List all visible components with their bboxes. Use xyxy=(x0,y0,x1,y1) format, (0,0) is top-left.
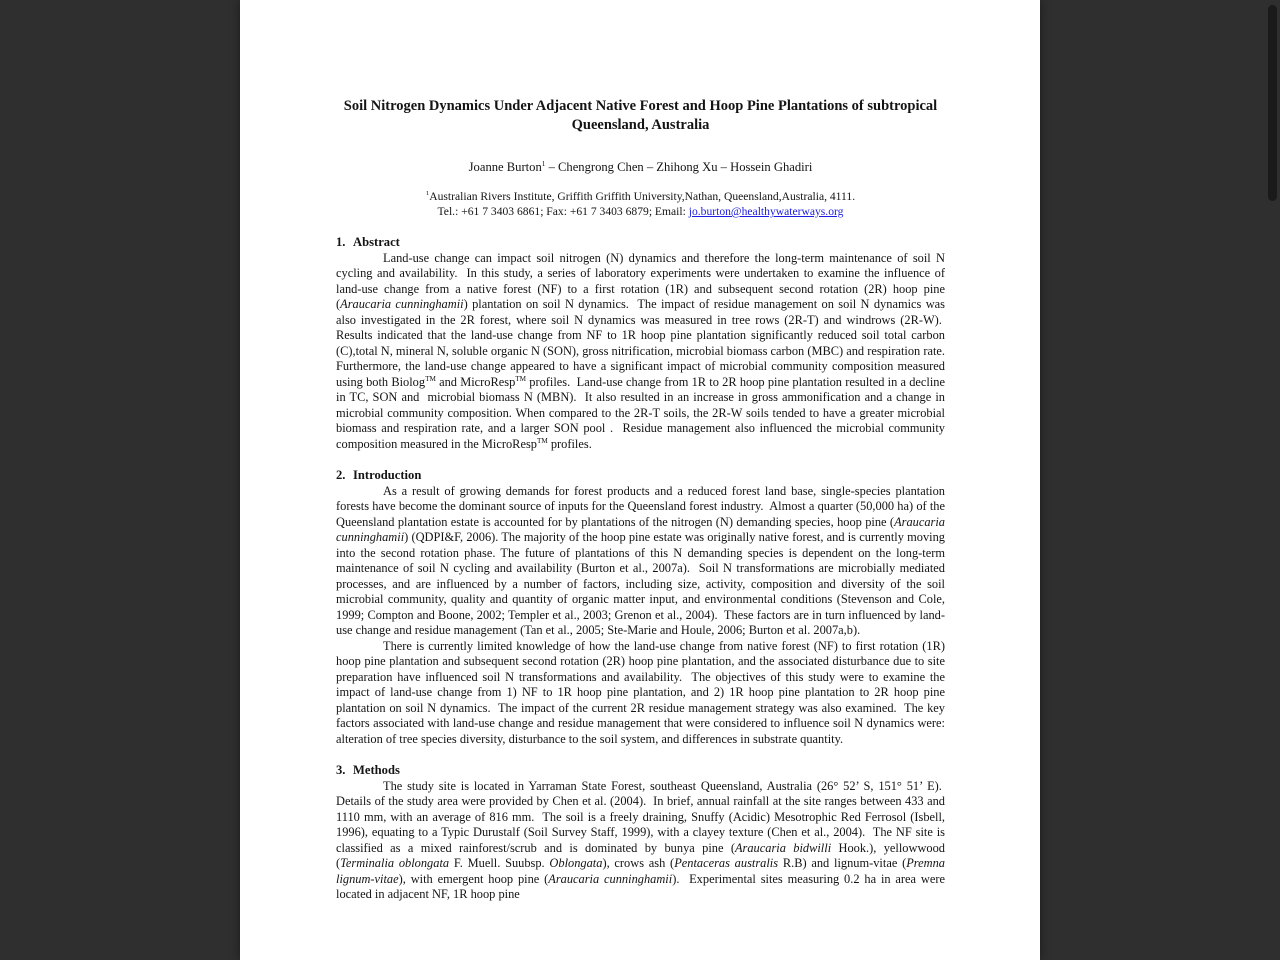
section-number: 1. xyxy=(336,235,346,249)
email-link[interactable]: jo.burton@healthywaterways.org xyxy=(688,205,844,218)
paper-title: Soil Nitrogen Dynamics Under Adjacent Native Forest and Hoop Pine Plantations of subtropical Queensland, Australia xyxy=(343,98,938,133)
document-page xyxy=(240,0,1040,960)
paragraph: As a result of growing demands for forest products and a reduced forest land base, single-species plantation forests have become the dominant source of inputs for the Queensland forest industry. Almost a quarter (50,000 ha) of the Queensland plantation estate is accounted for by plantations of the nitrogen (N) demanding species, hoop pine (Araucaria cunninghamii) (QDPI&F, 2006). The majority of the hoop pine estate was originally native forest, and is currently moving into the second rotation phase. The future of plantations of this N demanding species is dependent on the long-term maintenance of soil N cycling and availability (Burton et al., 2007a). Soil N transformations are microbially mediated processes, and are influenced by a number of factors, including size, activity, composition and diversity of the soil microbial community, quality and quantity of organic matter input, and environmental conditions (Stevenson and Cole, 1999; Compton and Boone, 2002; Templer et al., 2003; Grenon et al., 2004). These factors are in turn influenced by land-use change and residue management (Tan et al., 2005; Ste-Marie and Houle, 2006; Burton et al. 2007a,b). xyxy=(336,483,945,637)
section-number: 3. xyxy=(336,763,346,777)
section-title: Abstract xyxy=(353,235,400,249)
paper-sections xyxy=(336,235,945,903)
paragraph: The study site is located in Yarraman State Forest, southeast Queensland, Australia (26° 52’ S, 151° 51’ E). Details of the study area were provided by Chen et al. (2004). In brief, annual rainfall at the site ranges between 433 and 1110 mm, with an average of 816 mm. The soil is a freely draining, Snuffy (Acidic) Mesotrophic Red Ferrosol (Isbell, 1996), equating to a Typic Durustalf (Soil Survey Staff, 1999), with a clayey texture (Chen et al., 2004). The NF site is classified as a mixed rainforest/scrub and is dominated by bunya pine (Araucaria bidwilli Hook.), yellowwood (Terminalia oblongata F. Muell. Suubsp. Oblongata), crows ash (Pentaceras australis R.B) and lignum-vitae (Premna lignum-vitae), with emergent hoop pine (Araucaria cunninghamii). Experimental sites measuring 0.2 ha in area were located in adjacent NF, 1R hoop pine xyxy=(336,778,945,901)
paper-contact-line: Tel.: +61 7 3403 6861; Fax: +61 7 3403 6879; Email: jo.burton@healthywaterways.org xyxy=(437,205,844,218)
paper-affiliation: $^1$Australian Rivers Institute, Griffith Griffith University,Nathan, Queensland,Australia, 4111. xyxy=(425,190,856,203)
paragraph: Land-use change can impact soil nitrogen (N) dynamics and therefore the long-term maintenance of soil N cycling and availability. In this study, a series of laboratory experiments were undertaken to examine the influence of land-use change from a native forest (NF) to a first rotation (1R) and subsequent second rotation (2R) hoop pine (Araucaria cunninghamii) plantation on soil N dynamics. The impact of residue management on soil N dynamics was also investigated in the 2R forest, where soil N dynamics was measured in tree rows (2R-T) and windrows (2R-W). Results indicated that the land-use change from NF to 1R hoop pine plantation significantly reduced soil total carbon (C),total N, mineral N, soluble organic N (SON), gross nitrification, microbial biomass carbon (MBC) and respiration rate. Furthermore, the land-use change appeared to have a significant impact of microbial community composition measured using both Biolog™ and MicroResp™ profiles. Land-use change from 1R to 2R hoop pine plantation resulted in a decline in TC, SON and microbial biomass N (MBN). It also resulted in an increase in gross ammonification and a change in microbial community composition. When compared to the 2R-T soils, the 2R-W soils tended to have a greater microbial biomass and respiration rate, and a larger SON pool . Residue management also influenced the microbial community composition measured in the MicroResp™ profiles. xyxy=(336,250,945,451)
section-heading xyxy=(336,235,945,251)
section-number: 2. xyxy=(336,468,346,482)
page-content xyxy=(240,0,1040,903)
paper-section xyxy=(336,763,945,903)
section-heading xyxy=(336,468,945,484)
paper-section xyxy=(336,468,945,747)
section-heading xyxy=(336,763,945,779)
scrollbar-thumb[interactable] xyxy=(1268,5,1277,201)
section-title: Methods xyxy=(353,763,400,777)
paper-authors: Joanne Burton$^1$ – Chengrong Chen – Zhihong Xu – Hossein Ghadiri xyxy=(468,158,813,174)
section-title: Introduction xyxy=(353,468,422,482)
paragraph: There is currently limited knowledge of how the land-use change from native forest (NF) to first rotation (1R) hoop pine plantation and subsequent second rotation (2R) hoop pine plantation, and the associated disturbance due to site preparation have influenced soil N transformations and availability. The objectives of this study were to examine the impact of land-use change from 1) NF to 1R hoop pine plantation, and 2) 1R hoop pine plantation to 2R hoop pine plantation on soil N dynamics. The impact of the current 2R residue management strategy was also examined. The key factors associated with land-use change and residue management that were considered to influence soil N dynamics were: alteration of tree species diversity, disturbance to the soil system, and differences in substrate quantity. xyxy=(336,638,945,746)
paper-section xyxy=(336,235,945,452)
